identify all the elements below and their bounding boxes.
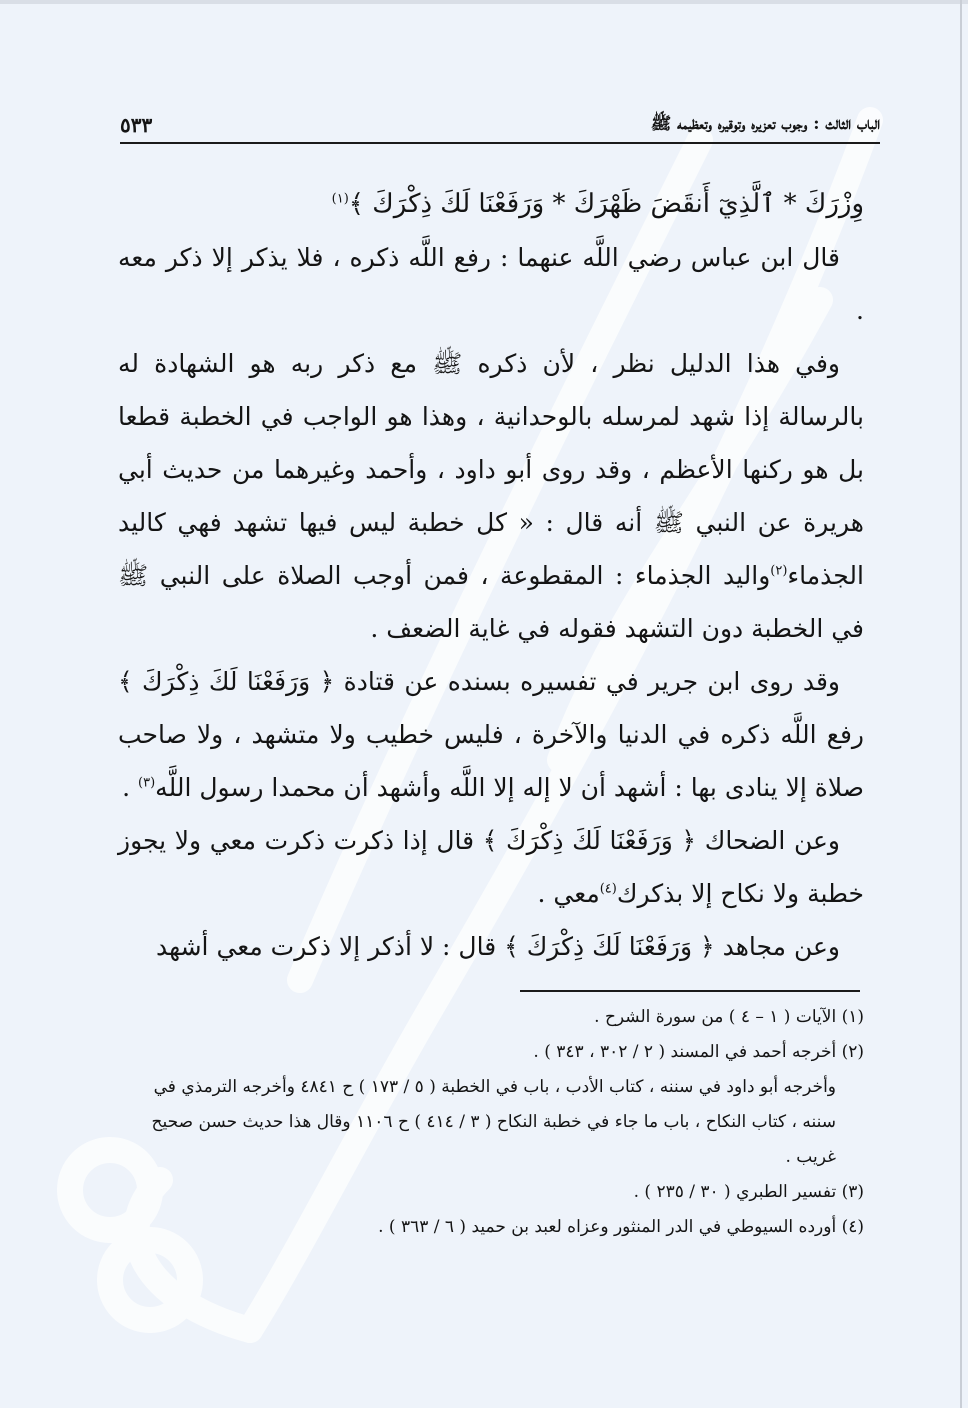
main-text — [118, 178, 864, 973]
paragraph-dahhak-text: وعن الضحاك ﴿ وَرَفَعْنَا لَكَ ذِكْرَكَ ﴾ قال إذا ذكرت ذكرت معي ولا يجوز خطبة ولا نكاح إلا بذكرك — [118, 826, 864, 908]
paragraph-mujahid: وعن مجاهد ﴿ وَرَفَعْنَا لَكَ ذِكْرَكَ ﴾ قال : لا أذكر إلا ذكرت معي أشهد — [155, 932, 840, 961]
footnotes — [118, 1000, 864, 1245]
page-header — [120, 108, 880, 144]
footnote-1: (١) الآيات ( ١ – ٤ ) من سورة الشرح . — [594, 1007, 864, 1027]
footnote-ref: (٢) — [770, 563, 788, 579]
paragraph-qatada-text: وقد روى ابن جرير في تفسيره بسنده عن قتادة ﴿ وَرَفَعْنَا لَكَ ذِكْرَكَ ﴾ رفع اللَّه ذكره في الدنيا والآخرة ، فليس خطيب ولا متشهد ، ولا صاحب صلاة إلا ينادى بها : أشهد أن لا إله إلا اللَّه وأشهد أن محمدا رسول اللَّه — [118, 667, 864, 802]
paragraph-qatada — [118, 655, 864, 814]
footnote-4: (٤) أورده السيوطي في الدر المنثور وعزاه لعبد بن حميد ( ٦ / ٣٦٣ ) . — [378, 1217, 864, 1237]
footnote-ref: (٣) — [138, 775, 156, 791]
verse-line — [118, 178, 864, 231]
footnote-3: (٣) تفسير الطبري ( ٣٠ / ٢٣٥ ) . — [633, 1182, 864, 1202]
chapter-title: الباب الثالث : وجوب تعزيره وتوقيره وتعظيمه ﷺ — [650, 113, 880, 134]
paragraph-ibn-abbas: قال ابن عباس رضي اللَّه عنهما : رفع اللَّه ذكره ، فلا يذكر إلا ذكر معه . — [118, 243, 864, 325]
paragraph-dahhak-end: معي . — [537, 879, 600, 908]
paragraph-qatada-end: . — [122, 773, 139, 802]
footnote-2-cont: وأخرجه أبو داود في سننه ، كتاب الأدب ، باب في الخطبة ( ٥ / ١٧٣ ) ح ٤٨٤١ وأخرجه الترمذي في سننه ، كتاب النكاح ، باب ما جاء في خطبة النكاح ( ٣ / ٤١٤ ) ح ١١٠٦ وقال هذا حديث حسن صحيح غريب . — [151, 1077, 836, 1167]
verse-text: وِزْرَكَ * ٱلَّذِيٓ أَنقَضَ ظَهْرَكَ * وَرَفَعْنَا لَكَ ذِكْرَكَ ﴾ — [348, 189, 864, 219]
top-rule — [0, 0, 968, 4]
footnote-ref: (٤) — [599, 881, 617, 897]
paragraph-evidence-text: وفي هذا الدليل نظر ، لأن ذكره ﷺ مع ذكر ربه هو الشهادة له بالرسالة إذا شهد لمرسله بالوحدانية ، وهذا هو الواجب في الخطبة قطعا بل هو ركنها الأعظم ، وقد روى أبو داود ، وأحمد وغيرهما من حديث أبي هريرة عن النبي ﷺ أنه قال : « كل خطبة ليس فيها تشهد فهي كاليد الجذماء — [118, 349, 864, 590]
footnote-2: (٢) أخرجه أحمد في المسند ( ٢ / ٣٠٢ ، ٣٤٣ ) . — [533, 1042, 864, 1062]
paragraph-dahhak — [118, 814, 864, 920]
page-number: ٥٣٣ — [120, 113, 153, 137]
footnote-separator — [520, 990, 860, 992]
page-edge — [960, 0, 962, 1408]
paragraph-evidence — [118, 337, 864, 655]
paragraph-evidence-text-cont: واليد الجذماء : المقطوعة ، فمن أوجب الصلاة على النبي ﷺ في الخطبة دون التشهد فقوله في غاية الضعف . — [118, 561, 864, 643]
footnote-ref: (١) — [331, 191, 349, 207]
